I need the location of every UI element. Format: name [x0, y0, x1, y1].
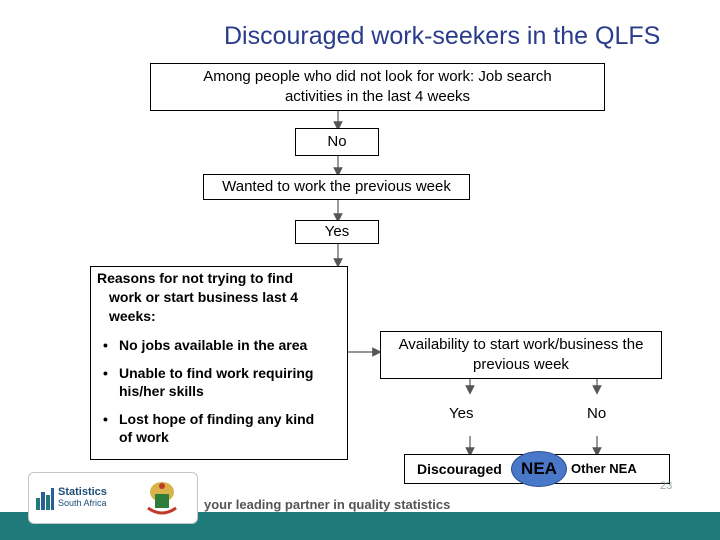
list-item — [97, 336, 341, 354]
reasons-heading-line1: Reasons for not trying to find — [97, 270, 293, 286]
yes-box — [295, 220, 379, 244]
nea-label: NEA — [521, 459, 557, 478]
bullet-icon: • — [103, 337, 108, 353]
list-item — [97, 410, 341, 446]
discouraged-label: Discouraged — [417, 461, 502, 477]
bullet-icon: • — [103, 365, 108, 381]
logo-text-line1: Statistics — [58, 486, 107, 498]
availability-no-label: No — [587, 405, 607, 422]
reason-text: Unable to find work requiring — [119, 365, 314, 381]
slide-title: Discouraged work-seekers in the QLFS — [224, 22, 661, 50]
reasons-heading — [97, 269, 341, 326]
reason-text: Lost hope of finding any kind — [119, 411, 315, 427]
reasons-box — [90, 266, 348, 460]
bullet-icon: • — [103, 411, 108, 427]
other-nea-label: Other NEA — [571, 461, 637, 476]
reason-text: No jobs available in the area — [119, 337, 308, 353]
list-item — [97, 364, 341, 400]
slide-number: 23 — [660, 480, 673, 492]
availability-yes-label: Yes — [449, 405, 474, 422]
reasons-list — [97, 336, 341, 446]
nea-circle — [511, 451, 567, 487]
reasons-heading-line3: weeks: — [109, 308, 156, 324]
wanted-to-work-box — [203, 174, 470, 200]
start-box — [150, 63, 605, 111]
no-label: No — [327, 133, 347, 150]
footer-tagline: your leading partner in quality statistics — [204, 497, 451, 512]
reason-text: of work — [119, 429, 169, 445]
availability-line2: previous week — [473, 356, 569, 373]
yes-label: Yes — [324, 223, 350, 240]
no-box — [295, 128, 379, 156]
statistics-logo-icon — [36, 488, 54, 510]
wanted-label: Wanted to work the previous week — [222, 178, 451, 195]
coat-of-arms-icon — [140, 478, 184, 518]
start-box-line2: activities in the last 4 weeks — [284, 88, 471, 105]
start-box-line1: Among people who did not look for work: Job search — [203, 68, 552, 85]
reasons-heading-line2: work or start business last 4 — [109, 289, 299, 305]
footer-dots-icon: •••• — [662, 494, 690, 510]
logo-text-line2: South Africa — [58, 498, 107, 508]
availability-box — [380, 331, 662, 379]
reason-text: his/her skills — [119, 383, 204, 399]
availability-line1: Availability to start work/business the — [398, 336, 644, 353]
